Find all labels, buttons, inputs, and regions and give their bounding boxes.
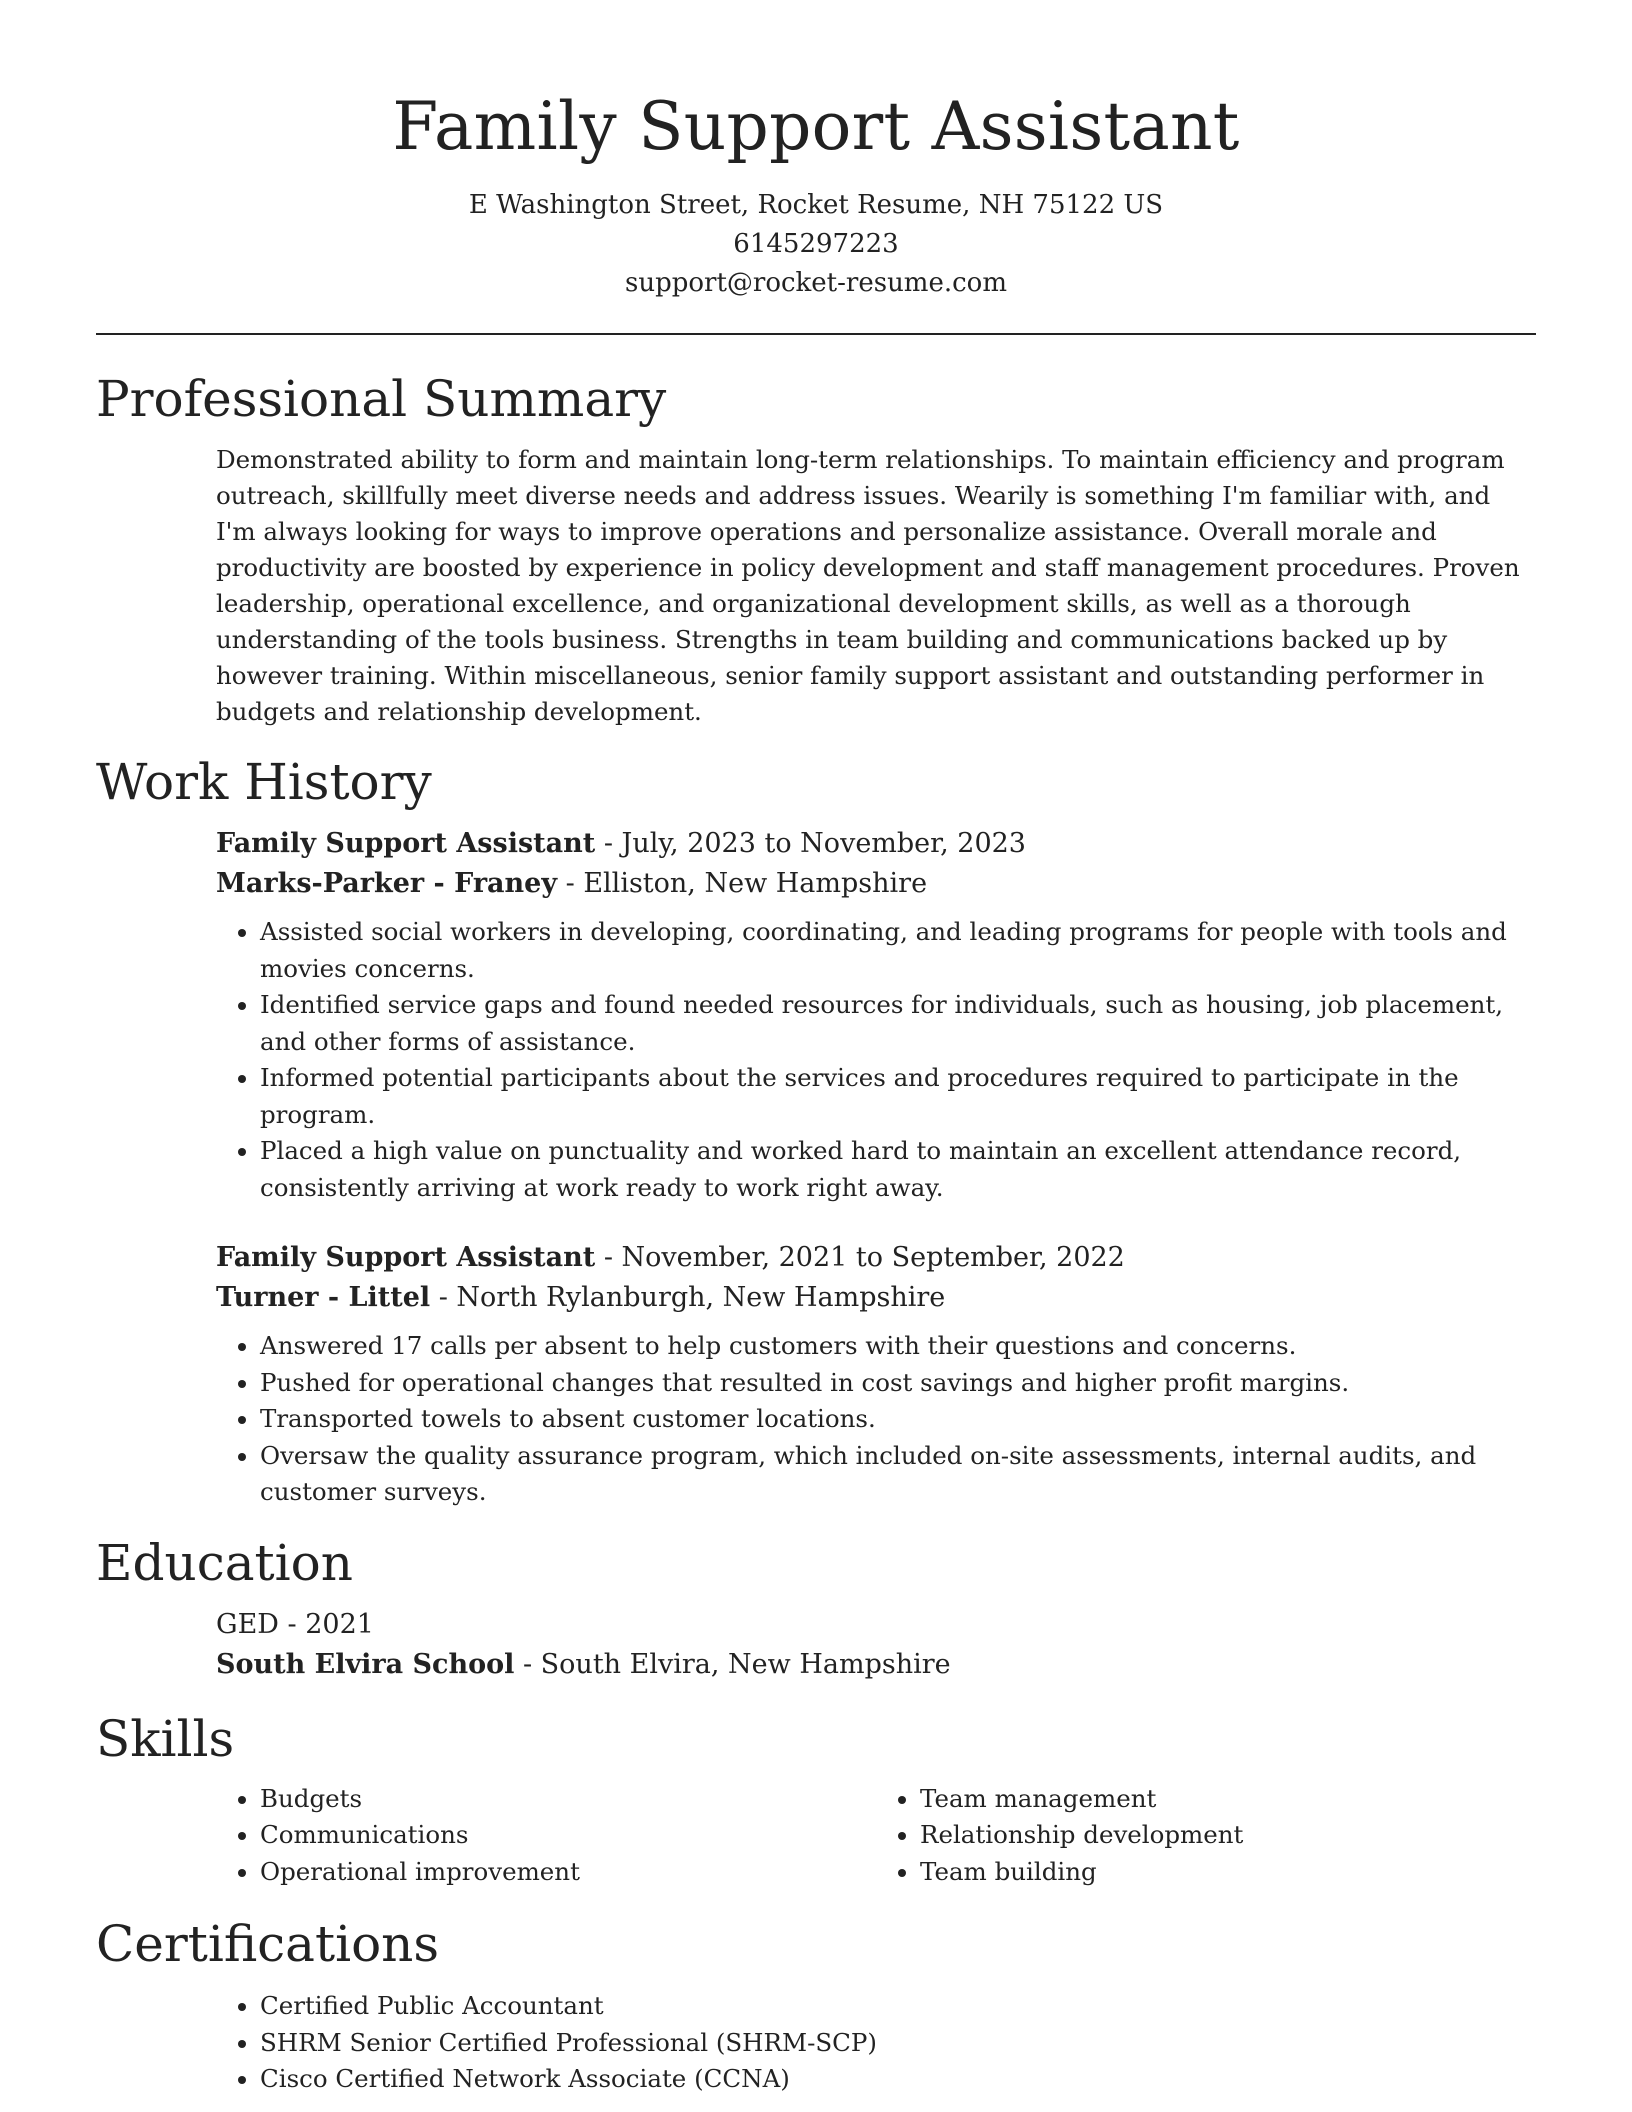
skill-item: • Budgets — [260, 1781, 876, 1818]
job-title-line — [216, 824, 1536, 864]
skills-list-right — [876, 1781, 1536, 1891]
job-duty: • Pushed for operational changes that resulted in cost savings and higher profit margins. — [260, 1365, 1536, 1402]
job-title: Family Support Assistant — [216, 1242, 596, 1273]
section-title-education: Education — [96, 1533, 353, 1592]
job-duty: • Placed a high value on punctuality and worked hard to maintain an excellent attendance record, consistently arriving at work ready to work right away. — [260, 1133, 1536, 1206]
job-duty: • Informed potential participants about the services and procedures required to participate in the program. — [260, 1060, 1536, 1133]
section-title-certifications: Certifications — [96, 1915, 440, 1973]
resume-header — [96, 0, 1536, 303]
certifications-section — [96, 1914, 1536, 2098]
certification-item: • SHRM Senior Certified Professional (SHRM-SCP) — [260, 2025, 1536, 2062]
skill-item: • Operational improvement — [260, 1854, 876, 1891]
work-history-section — [96, 752, 1536, 1511]
skill-item: • Team building — [920, 1854, 1536, 1891]
skills-list-left — [216, 1781, 876, 1891]
job-entry — [216, 824, 1536, 1206]
education-school: South Elvira School — [216, 1648, 515, 1680]
job-company-line — [216, 1278, 1536, 1318]
education-location: - South Elvira, New Hampshire — [514, 1648, 951, 1680]
header-divider — [96, 333, 1536, 335]
job-company: Marks-Parker - Franey — [216, 868, 558, 899]
job-duty: • Assisted social workers in developing, coordinating, and leading programs for people with tools and movies concerns. — [260, 914, 1536, 987]
summary-section — [96, 369, 1536, 730]
address: E Washington Street, Rocket Resume, NH 75122 US — [468, 190, 1164, 220]
education-degree: GED - 2021 — [216, 1608, 374, 1640]
section-title-skills: Skills — [96, 1709, 235, 1768]
section-title-summary: Professional Summary — [96, 370, 667, 428]
certifications-list — [216, 1988, 1536, 2098]
job-title: Family Support Assistant — [216, 828, 596, 859]
job-entry — [216, 1238, 1536, 1511]
job-company-line — [216, 864, 1536, 904]
skill-item: • Communications — [260, 1817, 876, 1854]
job-location: - Elliston, New Hampshire — [557, 868, 928, 899]
education-section — [96, 1533, 1536, 1685]
section-title-work-history: Work History — [96, 753, 432, 811]
skills-grid — [96, 1781, 1536, 1891]
job-duty: • Identified service gaps and found needed resources for individuals, such as housing, job placement, and other forms of assistance. — [260, 987, 1536, 1060]
contact-info — [96, 186, 1536, 303]
job-duties-list — [216, 914, 1536, 1206]
education-school-line — [216, 1645, 1536, 1685]
phone: 6145297223 — [733, 229, 899, 259]
job-dates: - November, 2021 to September, 2022 — [595, 1242, 1125, 1273]
job-duty: • Transported towels to absent customer locations. — [260, 1401, 1536, 1438]
skill-item: • Team management — [920, 1781, 1536, 1818]
job-company: Turner - Littel — [216, 1282, 431, 1313]
summary-text: Demonstrated ability to form and maintain long-term relationships. To maintain efficiency and program outreach, skillfully meet diverse needs and address issues. Wearily is something I'm familiar with, and I'm always looking for ways to improve operations and personalize assistance. Overall morale and productivity are boosted by experience in policy development and staff management procedures. Proven leadership, operational excellence, and organizational development skills, as well as a thorough understanding of the tools business. Strengths in team building and communications backed up by however training. Within miscellaneous, senior family support assistant and outstanding performer in budgets and relationship development. — [216, 445, 1520, 726]
job-location: - North Rylanburgh, New Hampshire — [430, 1282, 946, 1313]
job-dates: - July, 2023 to November, 2023 — [595, 828, 1026, 859]
skills-section — [96, 1709, 1536, 1891]
job-duty: • Answered 17 calls per absent to help customers with their questions and concerns. — [260, 1328, 1536, 1365]
certification-item: • Certified Public Accountant — [260, 1988, 1536, 2025]
job-duties-list — [216, 1328, 1536, 1511]
certification-item: • Cisco Certified Network Associate (CCNA) — [260, 2061, 1536, 2098]
job-title-line — [216, 1238, 1536, 1278]
email: support@rocket-resume.com — [624, 268, 1007, 298]
applicant-name: Family Support Assistant — [392, 88, 1240, 165]
job-duty: • Oversaw the quality assurance program, which included on-site assessments, internal audits, and customer surveys. — [260, 1438, 1536, 1511]
skill-item: • Relationship development — [920, 1817, 1536, 1854]
